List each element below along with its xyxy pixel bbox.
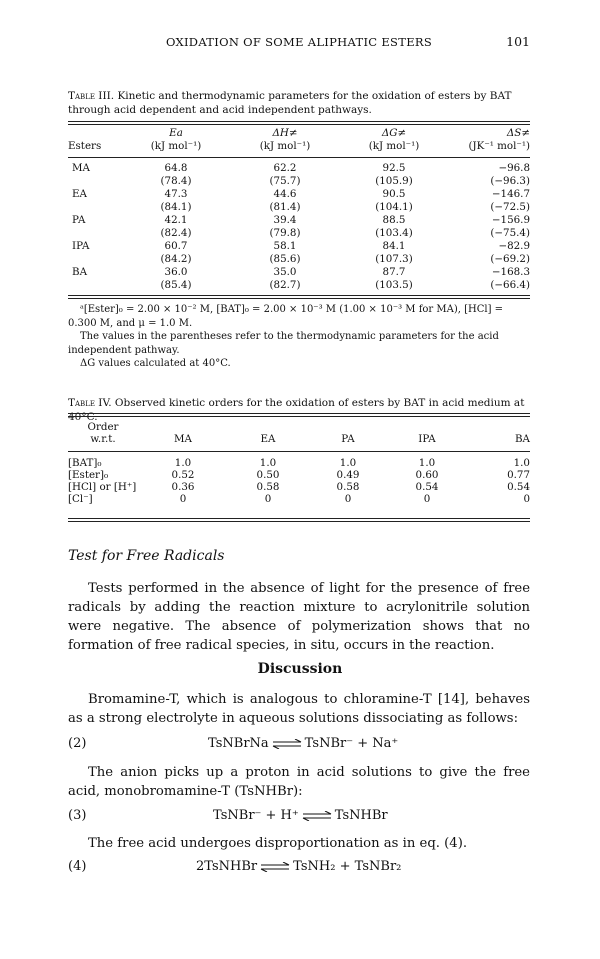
- order-variable: [BAT]₀: [68, 457, 102, 469]
- order-value: 0.52: [171, 469, 195, 481]
- table-row: [68, 201, 530, 214]
- table4-caption-text: Observed kinetic orders for the oxidation of esters by BAT in acid medium at 40°C.: [68, 397, 525, 423]
- table3-label: Table III.: [68, 90, 115, 102]
- order-value: 1.0: [513, 457, 530, 469]
- table3-header-rule: [68, 157, 530, 158]
- dg-value: 84.1: [382, 240, 406, 252]
- ea-value: (84.1): [160, 201, 192, 213]
- equilibrium-arrow-icon: [260, 862, 290, 872]
- ds-value: (−96.3): [490, 175, 530, 187]
- ester-name: PA: [72, 214, 86, 226]
- order-value: 1.0: [339, 457, 357, 469]
- dh-value: 58.1: [273, 240, 297, 252]
- running-head: [68, 35, 530, 51]
- order-value: 1.0: [418, 457, 436, 469]
- table3-caption-text: Kinetic and thermodynamic parameters for the oxidation of esters by BAT through acid dependent and acid independent pathways.: [68, 90, 512, 116]
- order-value: 0: [344, 493, 352, 505]
- dg-value: 87.7: [382, 266, 406, 278]
- table4-bottom-rule: [68, 518, 530, 522]
- ds-value: −96.8: [498, 162, 530, 174]
- table-row: [68, 266, 530, 279]
- order-value: 0.77: [507, 469, 530, 481]
- free-radicals-paragraph: Tests performed in the absence of light for the presence of free radicals by adding the reaction mixture to acrylonitrile solution were negative. The absence of polymerization shows that no formation of free radical species, in situ, occurs in the reaction.: [68, 581, 530, 653]
- dh-value: (79.8): [269, 227, 301, 239]
- column-header: MA: [174, 433, 192, 445]
- discussion-paragraph-2: The anion picks up a proton in acid solutions to give the free acid, monobromamine-T (TsNHBr):: [68, 765, 530, 799]
- table-row: [68, 227, 530, 240]
- order-value: 0.50: [256, 469, 280, 481]
- ds-header: ΔS≠: [506, 127, 530, 139]
- dg-unit: (kJ mol⁻¹): [368, 140, 420, 152]
- equation-4: [68, 859, 530, 877]
- ea-value: 60.7: [164, 240, 188, 252]
- order-variable: [Cl⁻]: [68, 493, 93, 505]
- ester-name: [68, 175, 120, 188]
- ea-value: (78.4): [160, 175, 192, 187]
- table3-body: [68, 162, 530, 292]
- running-title: OXIDATION OF SOME ALIPHATIC ESTERS: [165, 35, 433, 49]
- equation-2-left: TsNBrNa: [208, 736, 269, 751]
- ds-value: −82.9: [498, 240, 530, 252]
- table3-footnote-c: ΔG values calculated at 40°C.: [80, 358, 231, 369]
- dh-value: (82.7): [269, 279, 301, 291]
- order-value: 0.49: [336, 469, 360, 481]
- dh-header: ΔH≠: [272, 127, 298, 139]
- ea-value: 64.8: [164, 162, 188, 174]
- ea-value: (82.4): [160, 227, 192, 239]
- table-row: [68, 175, 530, 188]
- table4-header: [68, 421, 530, 445]
- dg-value: (107.3): [375, 253, 413, 265]
- ester-name: MA: [72, 162, 90, 174]
- table-row: [68, 253, 530, 266]
- table4-caption: [68, 396, 530, 424]
- table3-footnotes: [68, 303, 530, 371]
- dh-value: (85.6): [269, 253, 301, 265]
- esters-header: Esters: [68, 140, 102, 152]
- ds-value: (−72.5): [490, 201, 530, 213]
- order-value: 0: [423, 493, 431, 505]
- table4-body: [68, 457, 530, 505]
- table-row: [68, 279, 530, 292]
- order-value: 0.54: [415, 481, 439, 493]
- equation-4-number: (4): [68, 859, 87, 874]
- order-value: 0: [179, 493, 187, 505]
- table4-header-rule: [68, 451, 530, 452]
- ds-value: (−66.4): [490, 279, 530, 291]
- dg-value: 88.5: [382, 214, 406, 226]
- order-variable: [Ester]₀: [68, 469, 109, 481]
- table3-bottom-rule: [68, 295, 530, 299]
- table-row: [68, 214, 530, 227]
- table4-top-rule: [68, 413, 530, 417]
- ea-value: (84.2): [160, 253, 192, 265]
- table4-label: Table IV.: [68, 397, 112, 409]
- table-row: [68, 240, 530, 253]
- dh-unit: (kJ mol⁻¹): [259, 140, 311, 152]
- table3-caption: [68, 89, 530, 117]
- dh-value: 39.4: [273, 214, 297, 226]
- ea-unit: (kJ mol⁻¹): [150, 140, 202, 152]
- ds-value: (−75.4): [490, 227, 530, 239]
- order-value: 0: [264, 493, 272, 505]
- equation-3-number: (3): [68, 808, 87, 823]
- dh-value: (75.7): [269, 175, 301, 187]
- column-header: PA: [341, 433, 355, 445]
- ea-value: 47.3: [164, 188, 188, 200]
- discussion-paragraph-3: The free acid undergoes disproportionation as in eq. (4).: [88, 836, 468, 851]
- equation-4-left: 2TsNHBr: [196, 859, 258, 874]
- dh-value: 44.6: [273, 188, 297, 200]
- ea-value: 42.1: [164, 214, 188, 226]
- order-value: 0.58: [336, 481, 360, 493]
- ea-value: 36.0: [164, 266, 188, 278]
- ester-name: [68, 253, 120, 266]
- table-row: [68, 481, 530, 493]
- ds-unit: (JK⁻¹ mol⁻¹): [468, 140, 530, 152]
- ester-name: IPA: [72, 240, 90, 252]
- dg-value: 90.5: [382, 188, 406, 200]
- equation-3-left: TsNBr⁻ + H⁺: [213, 808, 299, 823]
- order-value: 0.54: [507, 481, 530, 493]
- dh-value: 62.2: [273, 162, 297, 174]
- order-header: Order: [87, 421, 119, 433]
- order-value: 0: [523, 493, 530, 505]
- ester-name: BA: [72, 266, 88, 278]
- equation-4-right: TsNH₂ + TsNBr₂: [293, 859, 402, 874]
- order-value: 1.0: [259, 457, 277, 469]
- table-row: [68, 457, 530, 469]
- ester-name: [68, 201, 120, 214]
- dg-value: (103.5): [375, 279, 413, 291]
- dg-value: (105.9): [375, 175, 413, 187]
- table3-footnote-a: ᵃ[Ester]₀ = 2.00 × 10⁻² M, [BAT]₀ = 2.00 × 10⁻³ M (1.00 × 10⁻³ M for MA), [HCl] = 0.300 M, and μ = 1.0 M.: [68, 304, 504, 329]
- discussion-paragraph-1: Bromamine-T, which is analogous to chloramine-T [14], behaves as a strong electrolyte in aqueous solutions dissociating as follows:: [68, 692, 530, 726]
- column-header: EA: [260, 433, 276, 445]
- ds-value: −168.3: [491, 266, 530, 278]
- order-value: 0.60: [415, 469, 439, 481]
- discussion-heading: Discussion: [257, 661, 343, 677]
- table-row: [68, 493, 530, 505]
- dg-value: (104.1): [375, 201, 413, 213]
- equation-2-number: (2): [68, 736, 87, 751]
- table3-footnote-b: The values in the parentheses refer to the thermodynamic parameters for the acid independent pathway.: [68, 331, 499, 356]
- table-row: [68, 469, 530, 481]
- dg-value: 92.5: [382, 162, 406, 174]
- order-value: 0.36: [171, 481, 195, 493]
- order-value: 0.58: [256, 481, 280, 493]
- equation-3-right: TsNHBr: [334, 808, 388, 823]
- dg-value: (103.4): [375, 227, 413, 239]
- order-value: 1.0: [174, 457, 192, 469]
- ester-name: [68, 279, 120, 292]
- equation-2-right: TsNBr⁻ + Na⁺: [304, 736, 399, 751]
- ester-name: EA: [72, 188, 87, 200]
- free-radicals-heading: Test for Free Radicals: [68, 548, 225, 564]
- ea-value: (85.4): [160, 279, 192, 291]
- order-variable: [HCl] or [H⁺]: [68, 481, 137, 493]
- ds-value: −156.9: [491, 214, 530, 226]
- dg-header: ΔG≠: [381, 127, 407, 139]
- equation-3: [68, 808, 530, 826]
- table-row: [68, 162, 530, 175]
- ester-name: [68, 227, 120, 240]
- table3-header: [68, 127, 530, 153]
- table3-top-rule: [68, 121, 530, 125]
- ds-value: (−69.2): [490, 253, 530, 265]
- dh-value: (81.4): [269, 201, 301, 213]
- column-header: BA: [514, 433, 530, 445]
- equilibrium-arrow-icon: [302, 811, 332, 821]
- page-number: 101: [506, 34, 530, 49]
- ds-value: −146.7: [491, 188, 530, 200]
- ea-header: Ea: [169, 127, 183, 139]
- equilibrium-arrow-icon: [272, 739, 302, 749]
- equation-2: [68, 736, 530, 754]
- wrt-header: w.r.t.: [90, 433, 116, 445]
- column-header: IPA: [418, 433, 436, 445]
- table-row: [68, 188, 530, 201]
- dh-value: 35.0: [273, 266, 297, 278]
